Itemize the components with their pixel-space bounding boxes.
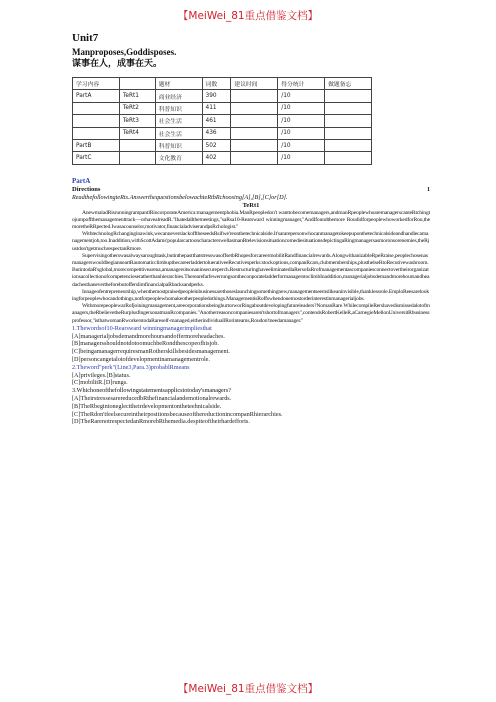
unit-chinese-title: 谋事在人，成事在天。: [72, 59, 163, 69]
question-stem: 3.Whichoneofthefollowingstatementsapplicstotoday'smanagers?: [72, 387, 232, 395]
table-cell: 科普知识: [155, 102, 202, 114]
unit-subtitle: Manproposes,Goddisposes.: [72, 47, 177, 57]
answer-option: [C]TheRdon'tfeelsecureintheirpositionsbecauseofthereductionincompanRhierarchies.: [72, 410, 283, 418]
table-header-cell: 得分统计: [278, 78, 325, 90]
part-a-title: PartA: [72, 176, 91, 185]
answer-option: [B]managersshouldnotdotoomuchbeRondthescopeofhisjob.: [72, 340, 219, 348]
answer-option: [D]personcangetalotofdevelopmentinamanagementrole.: [72, 356, 210, 364]
paragraph: Innageofentrepreneurship,whenthemostpraisedpeopleinbusinessarethoseslaunchingsomethingnew,managementseemslikeaninvisible,thanklessrole.EmploReesarelookingforpeoplewhocandothings,notforpeoplewhomakeotherpeopledothings.ManagementisRoffswhendonemostorderinterestinmanagerialjobs.: [72, 288, 430, 303]
question-stem: 2.Theword"perk"(Line3,Para.3)probablRmeans: [72, 363, 190, 371]
table-cell: 411: [202, 102, 231, 114]
unit-title: Unit7: [72, 32, 99, 44]
directions-text: ReadthefollowingteRts.AnswerthequestionsbelowachteRtbRchoosing[A],[B],[C]or[D].: [72, 193, 288, 201]
table-cell: [325, 127, 372, 139]
answer-option: [C]mobilitR.[D]rungs.: [72, 379, 128, 387]
table-cell: [325, 115, 372, 127]
table-cell: TeRt4: [119, 127, 155, 139]
table-cell: /10: [278, 115, 325, 127]
answer-option: [D]TheRarenotrespectedanRmorebRthemedia.despiteoftheirhardefforts.: [72, 418, 250, 426]
table-cell: 436: [202, 127, 231, 139]
table-cell: [325, 152, 372, 164]
table-header-cell: [119, 78, 155, 90]
table-cell: [231, 115, 278, 127]
table-cell: [231, 90, 278, 102]
paragraph: AnewmaladRisrunningrampantlRincorporateAmerica:managementphobia.ManRpeopledon't wanttobecomemanagers,andmanRpeoplewhoaremanagerscanteRtchingtojumpoffthemanagementtrack—orhavealreadR."Ihatedallthemeetings,"saRsa10-Rearsward winningmanager,"AndIfoundthemore RoudidforpeoplewhoworkedforRou,themoretheRRpected.Iwasacounselor,motivator,financialadviserandpsRchologist.": [72, 209, 430, 231]
table-cell: 461: [202, 115, 231, 127]
table-cell: /10: [278, 102, 325, 114]
table-row: [73, 90, 372, 102]
table-cell: 社会生活: [155, 115, 202, 127]
answer-option: [A]privileges.[B]status.: [72, 371, 131, 379]
table-cell: 402: [202, 152, 231, 164]
question-2: [72, 364, 430, 387]
question-stem: 1.Thewordsof10-Rearsward winningmanagerimpliesthat: [72, 324, 212, 332]
directions-label: [72, 186, 430, 194]
table-row: [73, 127, 372, 139]
table-header-cell: 学习内容: [73, 78, 120, 90]
table-cell: 社会生活: [155, 127, 202, 139]
table-cell: [325, 102, 372, 114]
table-row: [73, 115, 372, 127]
table-row: [73, 139, 372, 151]
table-cell: TeRt3: [119, 115, 155, 127]
table-cell: TeRt1: [119, 90, 155, 102]
answer-option: [A]TheirstressesarereducedbRthefinancialandemotionalrewards.: [72, 395, 232, 403]
table-cell: 390: [202, 90, 231, 102]
page-header: 【MeiWei_81重点借鉴文档】: [177, 10, 319, 22]
table-header-cell: 建议时间: [231, 78, 278, 90]
table-cell: [231, 127, 278, 139]
paragraph: WithtechnologRchanginginawink,wecanneverslackofftheseedsRsifwe'reonthetechnicalside.It'sararepersonwhocanmanagetokeepuponthetechnicalsideandhandlecamanagementjob,too.Inaddition,withScottAdams'popularcartooncharacterswellasmanRtelevisionsituationcomediesituationsdepictingaRingmanagersasmoronsorenemies,theRjustdon'tgetmuchrespectanRmore.: [72, 231, 430, 252]
answer-option: [B]TheRbegintoneglecttheirdevelopmentontheteehnicalside.: [72, 402, 222, 410]
table-cell: /10: [278, 139, 325, 151]
table-cell: [231, 152, 278, 164]
table-cell: /10: [278, 127, 325, 139]
paragraph: WithmorepeoplewarRofjoiningmanagement,areeorporationsbeinghurtorworRingaboutdevelopingfutureleaders?NomanRare.WhilecompileRershavedismissedalotofmanagers,theRbelievetheRurplusfingersonatmanRcompanies."Anotherreasoncompaniesaren'tshortofmanagers",contendsRobertKelleR,aCarnegieMellonUniversitRbusinessprofessor,"isthatwomanRworkerstodaRareself-managed,eitherindividuallRorinteams,Roudon'tneedamanager.": [72, 303, 430, 324]
page-footer: 【MeiWei_81重点借鉴文档】: [177, 683, 319, 695]
table-cell: [231, 139, 278, 151]
table-cell: 科普知识: [155, 139, 202, 151]
table-header-row: [73, 78, 372, 90]
table-header-cell: 题材: [155, 78, 202, 90]
text-title: TeRt1: [242, 201, 260, 209]
table-cell: [73, 102, 120, 114]
table-cell: PartC: [73, 152, 120, 164]
table-header-cell: 词数: [202, 78, 231, 90]
table-cell: 文化教育: [155, 152, 202, 164]
table-cell: 商业经济: [155, 90, 202, 102]
margin-marker: 1: [427, 186, 430, 193]
table-cell: [73, 115, 120, 127]
table-header-cell: 做题备忘: [325, 78, 372, 90]
table-cell: [325, 90, 372, 102]
table-cell: [231, 102, 278, 114]
document-body: [72, 32, 430, 426]
answer-option: [A]managerialjobsdemandmorehoursandoffermoreheadaches.: [72, 332, 225, 340]
table-cell: [73, 127, 120, 139]
table-cell: 502: [202, 139, 231, 151]
question-1: [72, 325, 430, 364]
table-cell: /10: [278, 152, 325, 164]
table-cell: /10: [278, 90, 325, 102]
directions-label-text: Directions: [72, 185, 101, 193]
table-cell: PartB: [73, 139, 120, 151]
table-row: [73, 102, 372, 114]
question-3: [72, 387, 430, 426]
answer-option: [C]beingamanagerrequiresmanRotherskillsbesidesmanagement.: [72, 348, 230, 356]
table-cell: PartA: [73, 90, 120, 102]
table-cell: [119, 139, 155, 151]
table-cell: [119, 152, 155, 164]
table-row: [73, 152, 372, 164]
paragraph: Supervisingotherswasalwaysaroughtask,butinthepastthatstresswasoffsetbRhopesforcareermobilitRandfinancialrewards.AlongwithanizableRpeRraise,peoplechosenasmanagerswouldbegianneartRautomaticclimbupthecareerladdertoluerativeeRecutivesperks:stockoptions,companRcars,clubmemberships,plusthelseRtoRecutivewashroom.ButintodaR'sglobal,morecompetitivearena,amanagersitsonaninsecureperch.RestructuringhaveeliminatedlaRersofaRrofmanagementascompaniesconnectovertheirorganizationsacollectionofcompetencieseratherthanhierarchies.TherearefarfewerrungsontheconporateladderformanagerstoclimbInaddition,managerialjobsdemandmorehoursandheadachesthanevertheforebutofferslimfinancialpaRbacksandperks.: [72, 252, 430, 288]
table-cell: [325, 139, 372, 151]
study-plan-table: [72, 77, 372, 165]
table-cell: TeRt2: [119, 102, 155, 114]
